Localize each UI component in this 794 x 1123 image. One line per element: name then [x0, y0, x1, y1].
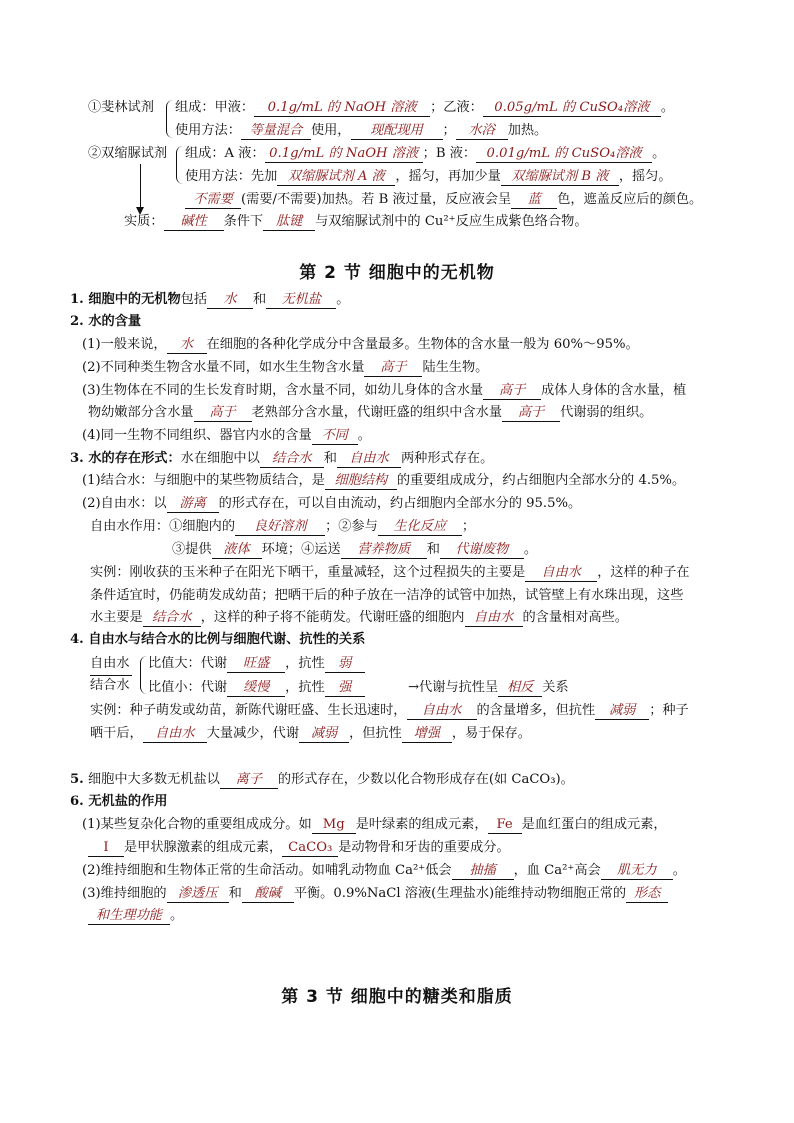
biuret-essence: 实质： 碱性 条件下 肽键 与双缩脲试剂中的 Cu²⁺反应生成紫色络合物。: [124, 214, 588, 229]
fehling-usage: 使用方法： 等量混合 使用， 现配现用 ； 水浴 加热。: [175, 123, 548, 138]
ratio-brace: [140, 656, 147, 694]
biuret-arrow-line: [140, 164, 141, 212]
ratio-large: 比值大：代谢 旺盛 ，抗性 弱: [148, 654, 365, 674]
item-4-heading: 4. 自由水与结合水的比例与细胞代谢、抗性的关系: [70, 632, 366, 647]
item-6-line-4: (3)维持细胞的 渗透压 和 酸碱 平衡。0.9%NaCl 溶液(生理盐水)能维持动物细胞正常的 形态: [82, 884, 668, 904]
item-6-line-5: 和生理功能 。: [88, 906, 183, 926]
item-3-example-1: 实例：刚收获的玉米种子在阳光下晒干，重量减轻，这个过程损失的主要是 自由水 ，这样的种子在: [90, 565, 690, 580]
item-5: 5. 细胞中大多数无机盐以 离子 的形式存在，少数以化合物形成存在(如 CaCO₃)。: [70, 772, 574, 787]
free-water-roles-1: 自由水作用：①细胞内的 良好溶剂 ；②参与 生化反应 ；: [90, 519, 475, 534]
biuret-heating: 不需要 (需要/不需要)加热。若 B 液过量，反应液会呈 蓝 色，遮盖反应后的颜色。: [185, 190, 702, 210]
biuret-composition: 组成：A 液： 0.1g/mL 的 NaOH 溶液 ；B 液： 0.01g/mL 的 CuSO₄溶液 。: [185, 146, 666, 161]
fehling-name: ①斐林试剂: [88, 100, 154, 115]
item-3-line-1: (1)结合水：与细胞中的某些物质结合，是 细胞结构 的重要组成成分，约占细胞内全部水分的 4.5%。: [82, 473, 686, 488]
fehling-composition: 组成：甲液： 0.1g/mL 的 NaOH 溶液 ；乙液： 0.05g/mL 的 CuSO₄溶液 。: [175, 100, 675, 115]
item-3-heading: 3. 水的存在形式：水在细胞中以 结合水 和 自由水 两种形式存在。: [70, 451, 494, 466]
ratio-free-water: 自由水: [90, 656, 130, 671]
free-water-roles-2: ③提供 液体 环境；④运送 营养物质 和 代谢废物 。: [172, 542, 538, 557]
item-6-line-1: (1)某些复杂化合物的重要组成成分。如 Mg 是叶绿素的组成元素， Fe 是血红蛋白的组成元素，: [82, 817, 667, 832]
item-6-heading: 6. 无机盐的作用: [70, 794, 168, 809]
item-6-line-3: (2)维持细胞和生物体正常的生命活动。如哺乳动物血 Ca²⁺低会 抽搐 ，血 Ca²⁺高会 肌无力 。: [82, 863, 686, 878]
item-2-line-1: (1)一般来说， 水 在细胞的各种化学成分中含量最多。生物体的含水量一般为 60%～95%。: [82, 337, 639, 352]
ratio-small: 比值小：代谢 缓慢 ，抗性 强: [148, 678, 365, 698]
fehling-brace: [166, 100, 173, 138]
ratio-relation: →代谢与抗性呈 相反 关系: [408, 680, 569, 695]
ratio-bound-water: 结合水: [90, 678, 130, 693]
item-3-example-2: 条件适宜时，仍能萌发成幼苗；把晒干后的种子放在一洁净的试管中加热，试管壁上有水珠出现，这些: [90, 588, 684, 603]
item-4-example-2: 晒干后， 自由水 大量减少，代谢 减弱 ，但抗性 增强 ，易于保存。: [90, 726, 531, 741]
biuret-brace: [176, 146, 183, 184]
item-4-example-1: 实例：种子萌发或幼苗，新陈代谢旺盛、生长迅速时， 自由水 的含量增多，但抗性 减弱 ；种子: [90, 703, 689, 718]
section-3-title: 第 3 节 细胞中的糖类和脂质: [281, 987, 513, 1007]
item-3-line-2: (2)自由水：以 游离 的形式存在，可以自由流动，约占细胞内全部水分的 95.5%。: [82, 496, 582, 511]
item-2-line-2: (2)不同种类生物含水量不同，如水生生物含水量 高于 陆生生物。: [82, 360, 489, 375]
item-2-line-5: (4)同一生物不同组织、器官内水的含量 不同 。: [82, 428, 371, 443]
item-3-example-3: 水主要是 结合水 ，这样的种子将不能萌发。代谢旺盛的细胞内 自由水 的含量相对高些。: [90, 610, 628, 625]
item-2-line-3: (3)生物体在不同的生长发育时期，含水量不同，如幼儿身体的含水量 高于 成体人身体的含水量，植: [82, 383, 687, 398]
item-6-line-2: I 是甲状腺激素的组成元素， CaCO₃ 是动物骨和牙齿的重要成分。: [88, 838, 510, 858]
biuret-name: ②双缩脲试剂: [88, 146, 168, 161]
item-2-line-4: 物幼嫩部分含水量 高于 老熟部分含水量，代谢旺盛的组织中含水量 高于 代谢弱的组织。: [88, 405, 653, 420]
biuret-usage: 使用方法：先加 双缩脲试剂 A 液 ，摇匀，再加少量 双缩脲试剂 B 液 ，摇匀。: [185, 169, 672, 184]
item-2-heading: 2. 水的含量: [70, 314, 142, 329]
item-1: 1. 细胞中的无机物包括 水 和 无机盐 。: [70, 292, 350, 307]
section-2-title: 第 2 节 细胞中的无机物: [299, 263, 495, 283]
